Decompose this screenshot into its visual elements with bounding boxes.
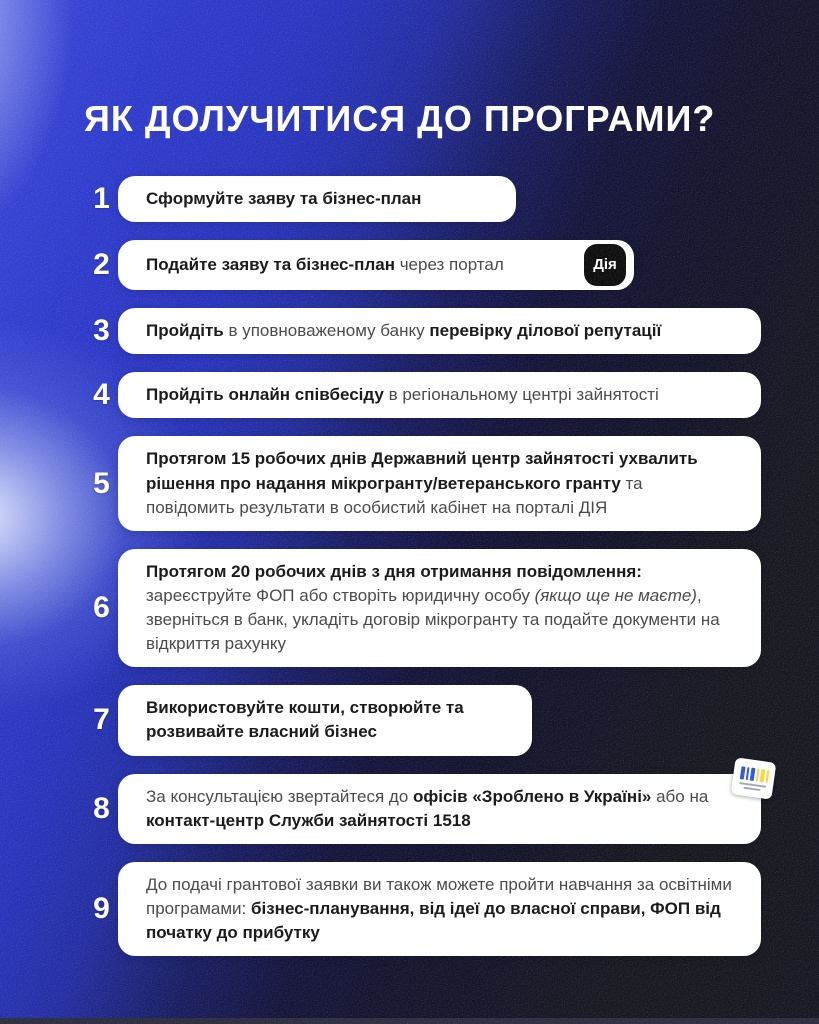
text-run: та повідомить результати в особистий кабінет на порталі ДІЯ <box>146 473 643 517</box>
step-card <box>118 862 761 956</box>
step-text <box>146 696 504 744</box>
step-number: 7 <box>93 703 110 737</box>
step-number: 1 <box>93 182 110 216</box>
step-card <box>118 240 634 290</box>
diia-app-icon <box>584 244 626 286</box>
text-run: через портал <box>394 255 504 275</box>
step-row-8 <box>85 774 761 844</box>
text-run: Подайте заяву та бізнес-план <box>146 255 395 275</box>
text-run: Використовуйте кошти, створюйте та розвивайте власний бізнес <box>146 698 464 742</box>
text-run: контакт-центр Служби зайнятості 1518 <box>146 810 471 830</box>
text-run: Протягом 20 робочих днів з дня отримання повідомлення: <box>146 561 642 581</box>
step-number: 3 <box>93 314 110 348</box>
diia-icon-label: Дія <box>593 256 617 274</box>
text-run: Пройдіть <box>146 321 224 341</box>
bottom-strip <box>0 1018 819 1024</box>
step-number: 2 <box>93 248 110 282</box>
text-run: (якщо ще не маєте) <box>534 585 697 605</box>
step-row-6 <box>85 549 761 668</box>
step-text <box>146 319 733 343</box>
text-run: бізнес-планування, від ідеї до власної справи, ФОП від початку до прибутку <box>146 898 721 942</box>
text-run: За консультацією звертайтеся до <box>146 786 413 806</box>
page-title: ЯК ДОЛУЧИТИСЯ ДО ПРОГРАМИ? <box>84 98 716 139</box>
step-card <box>118 436 761 530</box>
logo-caption-lines <box>739 781 767 791</box>
step-row-5 <box>85 436 761 530</box>
step-card <box>118 685 532 755</box>
text-run: або на <box>651 786 709 806</box>
text-run: Протягом 15 робочих днів Державний центр зайнятості ухвалить рішення про надання мікрогранту/ветеранського гранту <box>146 449 698 493</box>
made-in-ukraine-logo <box>731 757 777 799</box>
step-row-2 <box>85 240 761 290</box>
step-row-4 <box>85 372 761 418</box>
text-run: зареєструйте ФОП або створіть юридичну особу <box>146 585 535 605</box>
step-text <box>146 253 574 277</box>
step-text <box>146 383 733 407</box>
step-card <box>118 372 761 418</box>
steps-list <box>85 176 761 956</box>
text-run: в уповноваженому банку <box>223 321 430 341</box>
step-number: 5 <box>93 466 110 500</box>
step-number: 8 <box>93 791 110 825</box>
text-run: , зверніться в банк, укладіть договір мікрогранту та подайте документи на відкриття рахунку <box>146 585 720 654</box>
step-row-3 <box>85 308 761 354</box>
flag-barcode <box>739 765 769 782</box>
step-row-1 <box>85 176 761 222</box>
step-card <box>118 308 761 354</box>
step-text <box>146 187 488 211</box>
step-row-9 <box>85 862 761 956</box>
text-run: в регіональному центрі зайнятості <box>383 385 659 405</box>
text-run: перевірку ділової репутації <box>429 321 662 341</box>
step-number: 6 <box>93 591 110 624</box>
text-run: офісів «Зроблено в Україні» <box>413 786 652 806</box>
step-number: 4 <box>93 378 110 412</box>
step-number: 9 <box>93 891 110 925</box>
step-text <box>146 873 733 945</box>
text-run: До подачі грантової заявки ви також можете пройти навчання за освітніми програмами: <box>146 874 732 918</box>
text-run: Сформуйте заяву та бізнес-план <box>146 189 422 208</box>
step-text <box>146 447 733 519</box>
step-text <box>146 560 733 657</box>
step-card <box>118 774 761 844</box>
step-card <box>118 549 761 668</box>
step-text <box>146 785 733 833</box>
step-row-7 <box>85 685 761 755</box>
text-run: Пройдіть онлайн співбесіду <box>146 385 384 405</box>
step-card <box>118 176 516 222</box>
